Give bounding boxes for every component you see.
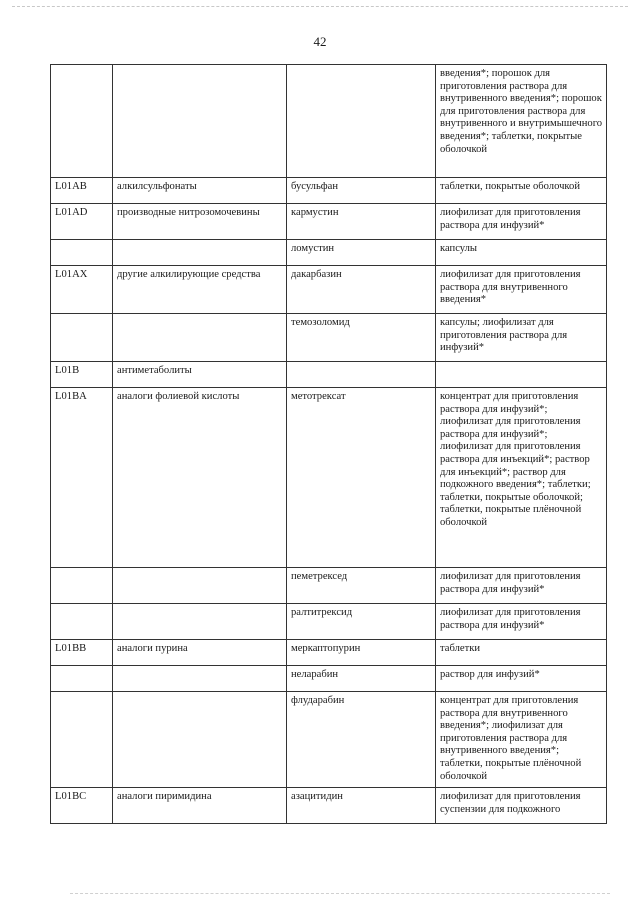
drug-name-cell: метотрексат [287, 388, 436, 568]
atc-code-cell: L01AX [51, 266, 113, 314]
scan-edge-bottom [70, 893, 610, 895]
group-name-cell [113, 568, 287, 604]
table-row [51, 65, 607, 178]
table-row [51, 568, 607, 604]
atc-code-cell: L01AB [51, 178, 113, 204]
dosage-form-cell: лиофилизат для приготовления раствора для инфузий* [436, 204, 607, 240]
table-row [51, 362, 607, 388]
group-name-cell: алкилсульфонаты [113, 178, 287, 204]
page-number: 42 [313, 34, 327, 49]
atc-code-cell [51, 568, 113, 604]
group-name-cell [113, 666, 287, 692]
atc-code-cell: L01BC [51, 788, 113, 824]
table-row [51, 640, 607, 666]
group-name-cell [113, 65, 287, 178]
drug-name-cell: ломустин [287, 240, 436, 266]
dosage-form-cell: лиофилизат для приготовления раствора для инфузий* [436, 568, 607, 604]
group-name-cell [113, 692, 287, 788]
dosage-form-cell: концентрат для приготовления раствора для инфузий*; лиофилизат для приготовления раствора для инфузий*; лиофилизат для приготовления раствора для инъекций*; раствор для инъекций*; раствор для подкожного введения*; таблетки; таблетки, покрытые оболочкой; таблетки, покрытые плёночной оболочкой [436, 388, 607, 568]
dosage-form-cell: концентрат для приготовления раствора для внутривенного введения*; лиофилизат для приготовления раствора для внутривенного введения*; таблетки, покрытые плёночной оболочкой [436, 692, 607, 788]
atc-code-cell [51, 692, 113, 788]
table-row [51, 240, 607, 266]
dosage-form-cell: лиофилизат для приготовления раствора для внутривенного введения* [436, 266, 607, 314]
group-name-cell [113, 604, 287, 640]
drug-name-cell [287, 362, 436, 388]
table-row [51, 788, 607, 824]
group-name-cell: другие алкилирующие средства [113, 266, 287, 314]
drug-name-cell: азацитидин [287, 788, 436, 824]
dosage-form-cell: капсулы [436, 240, 607, 266]
group-name-cell: производные нитрозомочевины [113, 204, 287, 240]
table-row [51, 692, 607, 788]
scan-edge-top [12, 6, 628, 8]
atc-code-cell: L01BB [51, 640, 113, 666]
dosage-form-cell [436, 362, 607, 388]
atc-code-cell [51, 666, 113, 692]
medication-table-body [51, 65, 607, 824]
table-row [51, 604, 607, 640]
group-name-cell [113, 240, 287, 266]
group-name-cell: антиметаболиты [113, 362, 287, 388]
atc-code-cell [51, 604, 113, 640]
drug-name-cell: ралтитрексид [287, 604, 436, 640]
medication-table [50, 64, 607, 824]
atc-code-cell: L01BA [51, 388, 113, 568]
group-name-cell: аналоги пиримидина [113, 788, 287, 824]
group-name-cell [113, 314, 287, 362]
table-row [51, 666, 607, 692]
group-name-cell: аналоги пурина [113, 640, 287, 666]
dosage-form-cell: раствор для инфузий* [436, 666, 607, 692]
drug-name-cell: пеметрексед [287, 568, 436, 604]
drug-name-cell: темозоломид [287, 314, 436, 362]
dosage-form-cell: капсулы; лиофилизат для приготовления раствора для инфузий* [436, 314, 607, 362]
drug-name-cell: неларабин [287, 666, 436, 692]
group-name-cell: аналоги фолиевой кислоты [113, 388, 287, 568]
atc-code-cell [51, 240, 113, 266]
dosage-form-cell: введения*; порошок для приготовления раствора для внутривенного введения*; порошок для приготовления раствора для внутривенного и внутримышечного введения*; таблетки, покрытые оболочкой [436, 65, 607, 178]
atc-code-cell: L01AD [51, 204, 113, 240]
drug-name-cell: дакарбазин [287, 266, 436, 314]
drug-name-cell [287, 65, 436, 178]
table-row [51, 388, 607, 568]
table-row [51, 204, 607, 240]
dosage-form-cell: таблетки, покрытые оболочкой [436, 178, 607, 204]
drug-name-cell: бусульфан [287, 178, 436, 204]
drug-name-cell: флударабин [287, 692, 436, 788]
atc-code-cell [51, 314, 113, 362]
atc-code-cell [51, 65, 113, 178]
dosage-form-cell: лиофилизат для приготовления суспензии для подкожного [436, 788, 607, 824]
table-row [51, 178, 607, 204]
dosage-form-cell: таблетки [436, 640, 607, 666]
table-row [51, 314, 607, 362]
table-row [51, 266, 607, 314]
atc-code-cell: L01B [51, 362, 113, 388]
drug-name-cell: меркаптопурин [287, 640, 436, 666]
dosage-form-cell: лиофилизат для приготовления раствора для инфузий* [436, 604, 607, 640]
drug-name-cell: кармустин [287, 204, 436, 240]
